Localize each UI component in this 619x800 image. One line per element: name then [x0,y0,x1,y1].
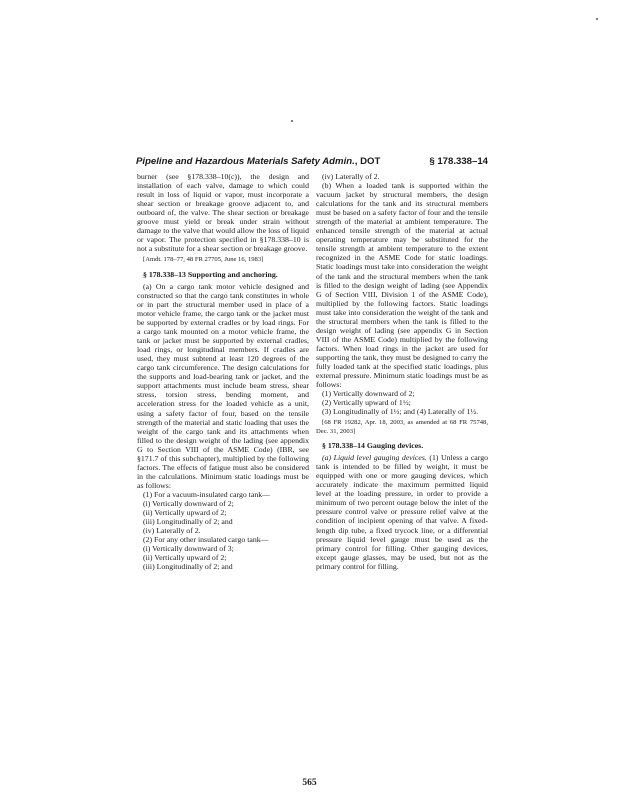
list-item: (1) Vertically downward of 2; [322,389,415,399]
subsection-label: (a) Liquid level gauging devices. [322,453,427,463]
header-agency [136,156,380,167]
amendment-note: [68 FR 19282, Apr. 18, 2003, as amended at 68 FR 75748, Dec. 31, 2003] [316,419,488,435]
list-item: (i) Vertically downward of 2; [143,499,234,508]
list-item: (iii) Longitudinally of 2; and [143,562,233,572]
left-column [137,172,309,758]
paragraph-text: (1) Unless a cargo tank is intended to be filled by weight, it must be equipped with one or more gauging devices, which accurately indicate the maximum permitted liquid level at the loading pressure, in order to provide a minimum of two percent outage below the inlet of the pressure control valve or pressure relief valve at the condition of incipient opening of that valve. A fixed-length dip tube, a fixed trycock line, or a differential pressure liquid level gauge must be used as the primary control for filling. Other gauging devices, except gauge glasses, may be used, but not as the primary control for filling. [316,453,488,571]
paragraph: burner (see §178.338–10(c)), the design and installation of each valve, damage to which could result in loss of liquid or vapor, must incorporate a shear section or breakage groove adjacent to, and outboard of, the valve. The shear section or breakage groove must yield or break under strain without damage to the valve that would allow the loss of liquid or vapor. The protection specified in §178.338–10 is not a substitute for a shear section or breakage groove. [137,172,309,254]
list-item: (iv) Laterally of 2. [143,526,201,536]
right-column [316,172,488,758]
page-number: 565 [302,778,317,788]
list-item: (iv) Laterally of 2. [322,172,380,181]
paragraph [316,453,488,571]
header-agency-suffix: , DOT [354,156,381,167]
list-item: (2) Vertically upward of 1½; [322,398,411,408]
paragraph: (a) On a cargo tank motor vehicle designed and constructed so that the cargo tank constitutes in whole or in part the structural member used in place of a motor vehicle frame, the cargo tank or the jacket must be supported by external cradles or by load rings. For a cargo tank mounted on a motor vehicle frame, the tank or jacket must be supported by external cradles, load rings, or longitudinal members. If cradles are used, they must subtend at least 120 degrees of the cargo tank circumference. The design calculations for the supports and load-bearing tank or jacket, and the support attachments must include beam stress, shear stress, torsion stress, bending moment, and acceleration stress for the loaded vehicle as a unit, using a safety factor of four, based on the tensile strength of the material and static loading that uses the weight of the cargo tank and its attachments when filled to the design weight of the lading (see appendix G to Section VIII of the ASME Code) (IBR, see §171.7 of this subchapter), multiplied by the following factors. The effects of fatigue must also be considered in the calculations. Minimum static loadings must be as follows: [137,281,309,490]
list-item: (iii) Longitudinally of 2; and [143,517,233,527]
scan-speck [596,18,598,20]
header-agency-name: Pipeline and Hazardous Materials Safety Admin. [136,156,355,167]
running-header [136,156,488,170]
list-item: (ii) Vertically upward of 2; [143,508,227,518]
list-item: (ii) Vertically upward of 2; [143,553,227,563]
paragraph: (2) For any other insulated cargo tank— [143,535,269,545]
list-item: (i) Vertically downward of 3; [143,544,234,554]
amendment-note: [Amdt. 178–77, 48 FR 27705, June 16, 1983] [143,256,264,264]
header-section: § 178.338–14 [429,156,488,167]
list-item: (3) Longitudinally of 1½; and (4) Laterally of 1½. [322,407,479,417]
paragraph: (1) For a vacuum-insulated cargo tank— [143,489,270,499]
section-heading: § 178.338–14 Gauging devices. [322,441,424,451]
section-heading: § 178.338–13 Supporting and anchoring. [143,269,278,279]
scan-speck [291,120,293,122]
paragraph: (b) When a loaded tank is supported within the vacuum jacket by structural members, the design calculations for the tank and its structural members must be based on a safety factor of four and the tensile strength of the material at ambient temperature. The enhanced tensile strength of the material at actual operating temperature may be substituted for the tensile strength at ambient temperature to the extent recognized in the ASME Code for static loadings. Static loadings must take into consideration the weight of the tank and the structural members when the tank is filled to the design weight of lading (see Appendix G of Section VIII, Division 1 of the ASME Code), multiplied by the following factors. Static loadings must take into consideration the weight of the tank and the structural members when the tank is filled to the design weight of lading (see appendix G in Section VIII of the ASME Code) multiplied by the following factors. When load rings in the jacket are used for supporting the tank, they must be designed to carry the fully loaded tank at the specified static loadings, plus external pressure. Minimum static loadings must be as follows: [316,181,488,390]
